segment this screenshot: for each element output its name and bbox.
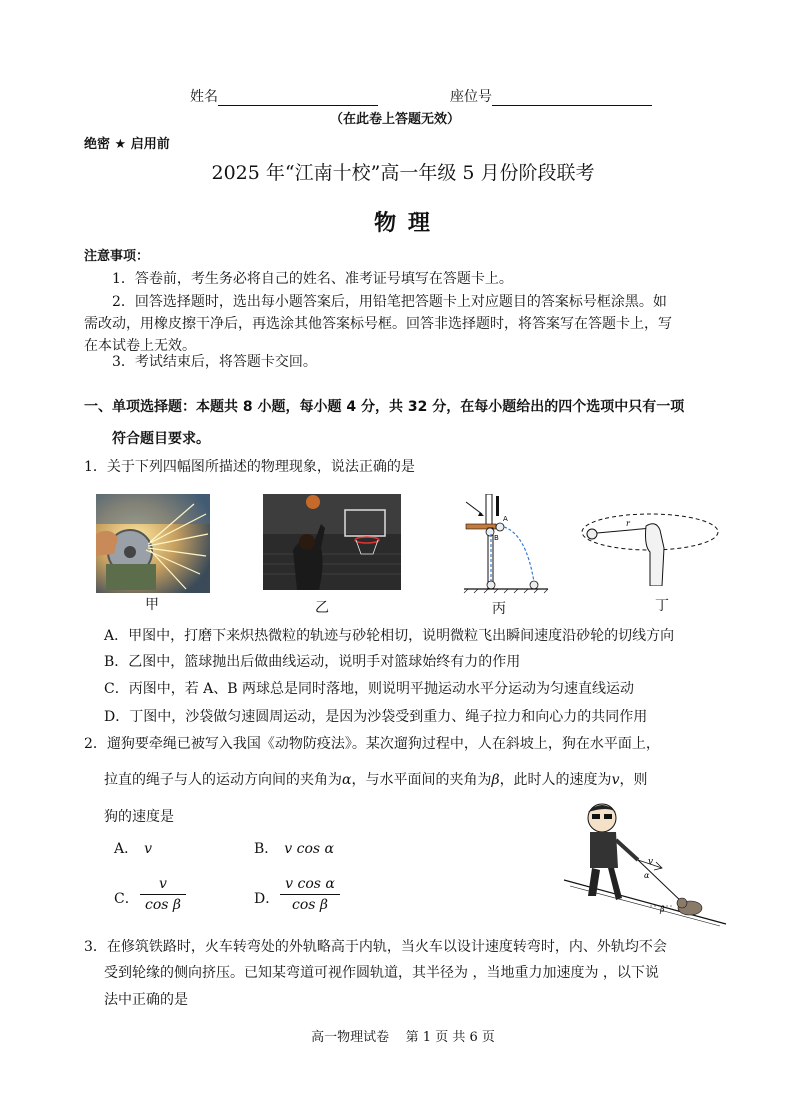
q2-option-d-label: D． xyxy=(254,891,280,907)
q1-option-a: A．甲图中，打磨下来炽热微粒的轨迹与砂轮相切，说明微粒飞出瞬间速度沿砂轮的切线方向 xyxy=(104,628,675,644)
secret-mark: 绝密 ★ 启用前 xyxy=(84,137,170,152)
q1-option-c: C．丙图中，若 A、B 两球总是同时落地，则说明平抛运动水平分运动为匀速直线运动 xyxy=(104,681,635,697)
q1-figure-ding xyxy=(580,506,720,586)
q2-option-c-numerator: v xyxy=(140,876,186,895)
q2-option-c-denominator: cos β xyxy=(145,897,181,913)
notice-heading: 注意事项： xyxy=(84,249,150,264)
q2-v: v xyxy=(611,772,620,788)
q2-fig-v-label: v xyxy=(648,857,654,867)
q2-fig-beta-label: β xyxy=(660,905,665,914)
q2-option-b-value: v cos α xyxy=(284,841,335,857)
projectile-apparatus-diagram xyxy=(460,494,550,594)
q2-line1: 2．遛狗要牵绳已被写入我国《动物防疫法》。某次遛狗过程中，人在斜坡上，狗在水平面上， xyxy=(84,736,660,752)
q1-option-b: B．乙图中，篮球抛出后做曲线运动，说明手对篮球始终有力的作用 xyxy=(104,654,521,670)
exam-title: 2025 年“江南十校”高一年级 5 月份阶段联考 xyxy=(211,162,595,184)
section1-heading-line2: 符合题目要求。 xyxy=(112,431,210,447)
seat-blank xyxy=(492,91,652,106)
q1-figure-yi xyxy=(263,494,401,590)
q2-line2-c: ，此时人的速度为 xyxy=(499,772,612,788)
seat-label: 座位号 xyxy=(450,89,492,105)
q1-stem: 1．关于下列四幅图所描述的物理现象，说法正确的是 xyxy=(84,459,415,475)
notice-item-2-line2: 需改动，用橡皮擦干净后，再选涂其他答案标号框。回答非选择题时，将答案写在答题卡上，写 xyxy=(84,316,672,332)
q2-line2-a: 拉直的绳子与人的运动方向间的夹角为 xyxy=(104,772,342,788)
q1-figure-jia xyxy=(96,494,210,593)
q2-option-c-fraction xyxy=(140,876,186,913)
fig3-ball-a-label: A xyxy=(503,515,508,523)
notice-item-2-line1: 2．回答选择题时，选出每小题答案后，用铅笔把答题卡上对应题目的答案标号框涂黑。如 xyxy=(112,294,667,310)
q1-option-d: D．丁图中，沙袋做匀速圆周运动，是因为沙袋受到重力、绳子拉力和向心力的共同作用 xyxy=(104,709,648,725)
q3-line2: 受到轮缘的侧向挤压。已知某弯道可视作圆轨道，其半径为 ，当地重力加速度为 ，以下说 xyxy=(104,965,659,981)
q1-figure-ding-label: 丁 xyxy=(655,598,669,614)
fig3-ball-b-label: B xyxy=(494,534,499,542)
q1-figure-bing-label: 丙 xyxy=(492,601,506,617)
notice-item-2-line3: 在本试卷上无效。 xyxy=(84,338,196,354)
invalid-note: （在此卷上答题无效） xyxy=(330,112,461,127)
section1-heading-line1: 一、单项选择题：本题共 8 小题，每小题 4 分，共 32 分，在每小题给出的四个选项中只有一项 xyxy=(84,399,685,415)
notice-item-1: 1．答卷前，考生务必将自己的姓名、准考证号填写在答题卡上。 xyxy=(112,271,513,287)
circular-motion-diagram xyxy=(580,506,720,586)
q2-option-a xyxy=(114,838,152,858)
q2-option-a-value: v xyxy=(144,841,153,857)
q2-option-d-fraction xyxy=(280,876,340,913)
q2-alpha: α xyxy=(342,772,352,788)
q3-line3: 法中正确的是 xyxy=(104,992,188,1008)
name-blank xyxy=(218,91,378,106)
q2-fig-alpha-label: α xyxy=(644,871,650,880)
q1-figure-jia-label: 甲 xyxy=(145,597,159,613)
seat-field xyxy=(450,86,652,106)
q2-line2-d: ，则 xyxy=(619,772,648,788)
q2-option-c-label: C． xyxy=(114,891,139,907)
q2-option-b-label: B． xyxy=(254,841,279,857)
q2-option-d-numerator: v cos α xyxy=(280,876,340,895)
q2-option-b xyxy=(254,838,334,858)
dog-walking-diagram xyxy=(560,800,730,928)
subject-title: 物 理 xyxy=(374,211,432,236)
fig4-radius-label: r xyxy=(626,519,630,528)
q1-figure-bing xyxy=(460,494,550,594)
notice-item-3: 3．考试结束后，将答题卡交回。 xyxy=(112,354,317,370)
q2-line2-b: ，与水平面间的夹角为 xyxy=(351,772,492,788)
q2-figure-dog-walk xyxy=(560,800,730,928)
basketball-photo xyxy=(263,494,401,590)
name-label: 姓名 xyxy=(190,89,218,105)
q3-line1: 3．在修筑铁路时，火车转弯处的外轨略高于内轨，当火车以设计速度转弯时，内、外轨均不会 xyxy=(84,939,667,955)
q2-option-d-denominator: cos β xyxy=(292,897,328,913)
page-footer: 高一物理试卷 第 1 页 共 6 页 xyxy=(311,1030,495,1045)
q1-figure-yi-label: 乙 xyxy=(315,600,329,616)
q2-line2 xyxy=(104,769,647,789)
q2-option-a-label: A． xyxy=(114,841,139,857)
q2-line3: 狗的速度是 xyxy=(104,809,174,825)
q2-beta: β xyxy=(491,772,500,788)
name-field xyxy=(190,86,378,106)
grinding-wheel-photo xyxy=(96,494,210,593)
